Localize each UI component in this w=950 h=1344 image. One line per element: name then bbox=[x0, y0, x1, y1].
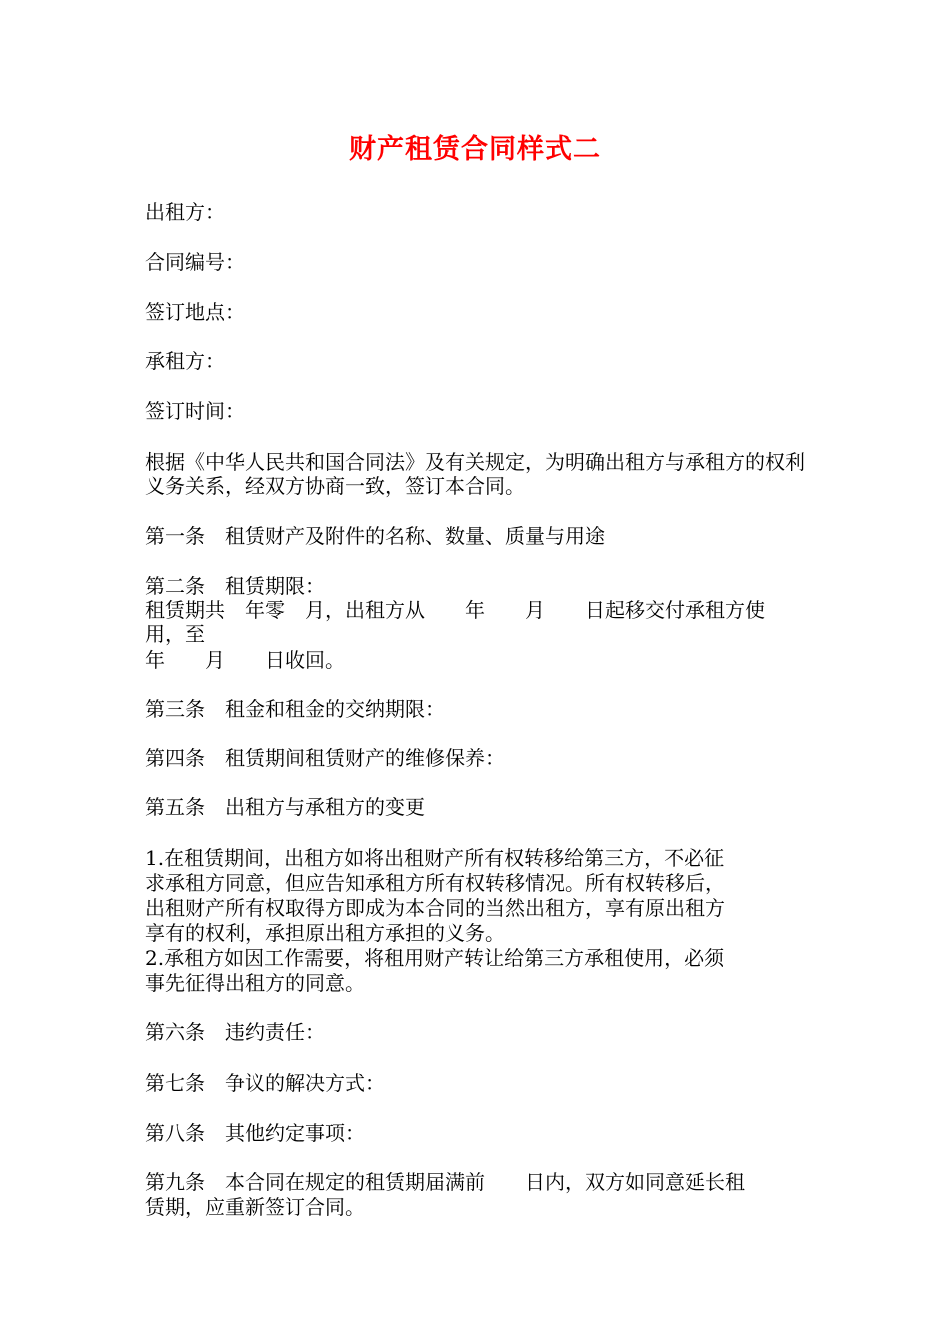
article-1: 第一条 租赁财产及附件的名称、数量、质量与用途 bbox=[145, 524, 605, 548]
field-lessee: 承租方： bbox=[145, 349, 225, 373]
field-sign-time: 签订时间： bbox=[145, 399, 245, 423]
article-8: 第八条 其他约定事项： bbox=[145, 1121, 365, 1145]
field-sign-place: 签订地点： bbox=[145, 300, 245, 324]
field-contract-no: 合同编号： bbox=[145, 250, 245, 274]
article-5-item-1-line-3: 出租财产所有权取得方即成为本合同的当然出租方，享有原出租方 bbox=[145, 896, 725, 920]
preamble-paragraph: 根据《中华人民共和国合同法》及有关规定，为明确出租方与承租方的权利义务关系，经双方协商一致，签订本合同。 bbox=[145, 450, 805, 498]
article-5-heading: 第五条 出租方与承租方的变更 bbox=[145, 795, 425, 819]
article-3: 第三条 租金和租金的交纳期限： bbox=[145, 697, 445, 721]
article-5-item-2-line-2: 事先征得出租方的同意。 bbox=[145, 971, 365, 995]
article-5-item-1-line-2: 求承租方同意，但应告知承租方所有权转移情况。所有权转移后， bbox=[145, 871, 725, 895]
article-7: 第七条 争议的解决方式： bbox=[145, 1071, 385, 1095]
article-2-heading: 第二条 租赁期限： bbox=[145, 574, 325, 598]
article-9-line-2: 赁期，应重新签订合同。 bbox=[145, 1195, 365, 1219]
article-5-item-1-line-1: 1.在租赁期间，出租方如将出租财产所有权转移给第三方，不必征 bbox=[145, 846, 725, 870]
article-9-line-1: 第九条 本合同在规定的租赁期届满前 日内，双方如同意延长租 bbox=[145, 1170, 745, 1194]
article-4: 第四条 租赁期间租赁财产的维修保养： bbox=[145, 746, 505, 770]
article-6: 第六条 违约责任： bbox=[145, 1020, 325, 1044]
article-2-line-2: 用，至 bbox=[145, 622, 205, 646]
article-5-item-2-line-1: 2.承租方如因工作需要，将租用财产转让给第三方承租使用，必须 bbox=[145, 946, 725, 970]
article-2-line-1: 租赁期共 年零 月，出租方从 年 月 日起移交付承租方使 bbox=[145, 598, 765, 622]
document-title: 财产租赁合同样式二 bbox=[349, 134, 601, 165]
field-lessor: 出租方： bbox=[145, 200, 225, 224]
article-2-line-3: 年 月 日收回。 bbox=[145, 648, 345, 672]
article-5-item-1-line-4: 享有的权利，承担原出租方承担的义务。 bbox=[145, 921, 505, 945]
